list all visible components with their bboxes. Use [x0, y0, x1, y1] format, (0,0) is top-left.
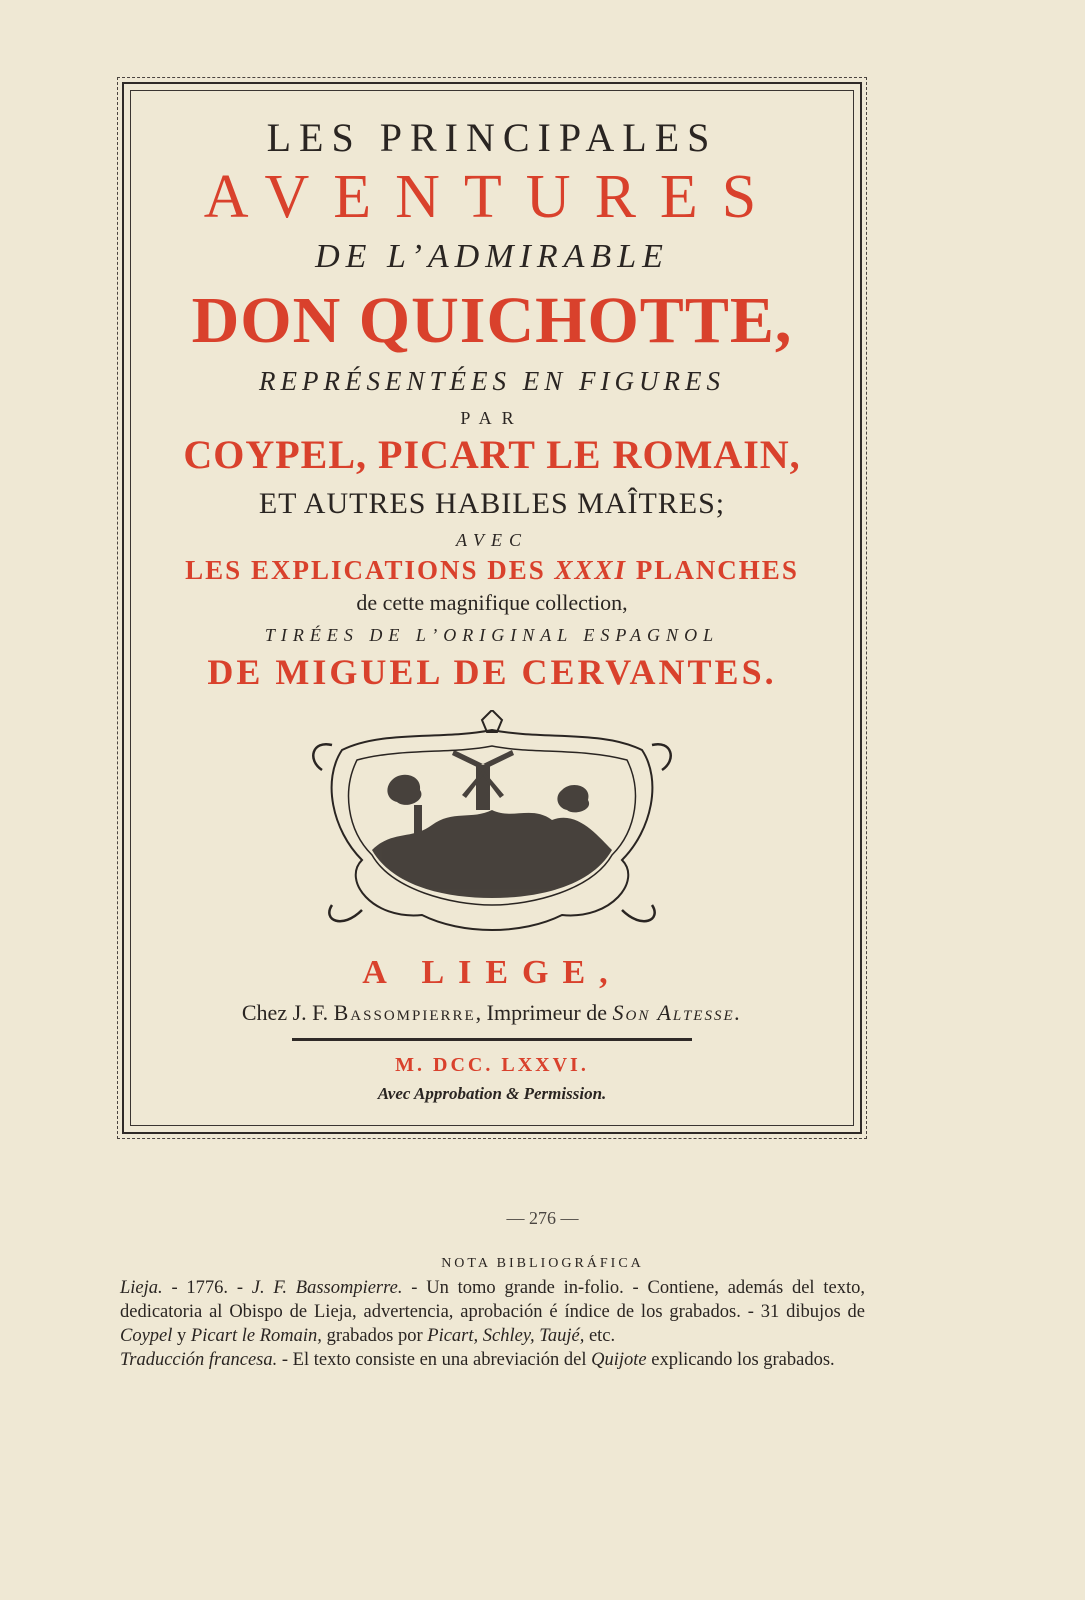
title-line-12: TIRÉES DE L’ORIGINAL ESPAGNOL — [264, 625, 720, 645]
title-line-8: ET AUTRES HABILES MAÎTRES; — [258, 487, 726, 520]
note-paragraph-1 — [120, 1276, 865, 1348]
title-line-14: A LIEGE, — [362, 954, 622, 991]
title-line-10c: PLANCHES — [627, 555, 799, 585]
title-line-2: AVENTURES — [203, 163, 781, 231]
title-line-10b: XXXI — [554, 555, 628, 585]
note-run: J. F. Bassompierre. — [251, 1278, 403, 1298]
title-line-16: M. DCC. LXXVI. — [395, 1054, 589, 1076]
note-run: Quijote — [591, 1350, 647, 1370]
note-run: - Un tomo grande in-folio. - Contiene, además del texto, dedicatoria al Obispo de Lieja, advertencia, aprobación é índice de los grabados. - 31 dibujos de — [120, 1278, 865, 1322]
note-run: etc. — [584, 1326, 616, 1346]
title-line-7: COYPEL, PICART LE ROMAIN, — [183, 432, 801, 477]
note-run: Picart le Romain, — [190, 1326, 322, 1346]
title-line-1: LES PRINCIPALES — [266, 115, 718, 160]
page-number: — 276 — — [506, 1208, 579, 1228]
note-run: explicando los grabados. — [646, 1350, 835, 1370]
horizontal-rule — [292, 1038, 692, 1041]
title-line-6: PAR — [460, 408, 524, 428]
title-line-3: DE L’ADMIRABLE — [315, 238, 669, 275]
title-line-15 — [132, 1002, 852, 1024]
engraved-vignette — [302, 710, 682, 940]
title-page — [132, 100, 852, 1102]
title-line-10 — [132, 557, 852, 584]
note-paragraph-2 — [120, 1348, 865, 1372]
title-line-10a: LES EXPLICATIONS DES — [185, 555, 555, 585]
note-run: grabados por — [321, 1326, 428, 1346]
note-run: Lieja. — [120, 1278, 163, 1298]
note-run: y — [172, 1326, 191, 1346]
title-line-15b: Bassompierre — [333, 1000, 476, 1025]
title-line-17: Avec Approbation & Permission. — [377, 1084, 607, 1103]
bibliographic-note — [120, 1276, 865, 1372]
title-line-15d: Son Altesse. — [612, 1000, 743, 1025]
title-line-15c: , Imprimeur de — [475, 1000, 613, 1025]
note-run: - 1776. - — [162, 1278, 252, 1298]
title-line-13: DE MIGUEL DE CERVANTES. — [207, 652, 777, 692]
title-line-4: DON QUICHOTTE, — [191, 284, 793, 357]
title-line-9: AVEC — [455, 530, 529, 550]
note-run: Coypel — [120, 1326, 173, 1346]
title-line-15a: Chez J. F. — [241, 1000, 334, 1025]
note-title: NOTA BIBLIOGRÁFICA — [441, 1256, 644, 1271]
note-run: Traducción francesa. — [120, 1350, 278, 1370]
title-line-5: REPRÉSENTÉES EN FIGURES — [259, 366, 725, 396]
title-line-11: de cette magnifique collection, — [356, 590, 628, 615]
note-run: Picart, Schley, Taujé, — [427, 1326, 585, 1346]
note-run: - El texto consiste en una abreviación del — [277, 1350, 592, 1370]
